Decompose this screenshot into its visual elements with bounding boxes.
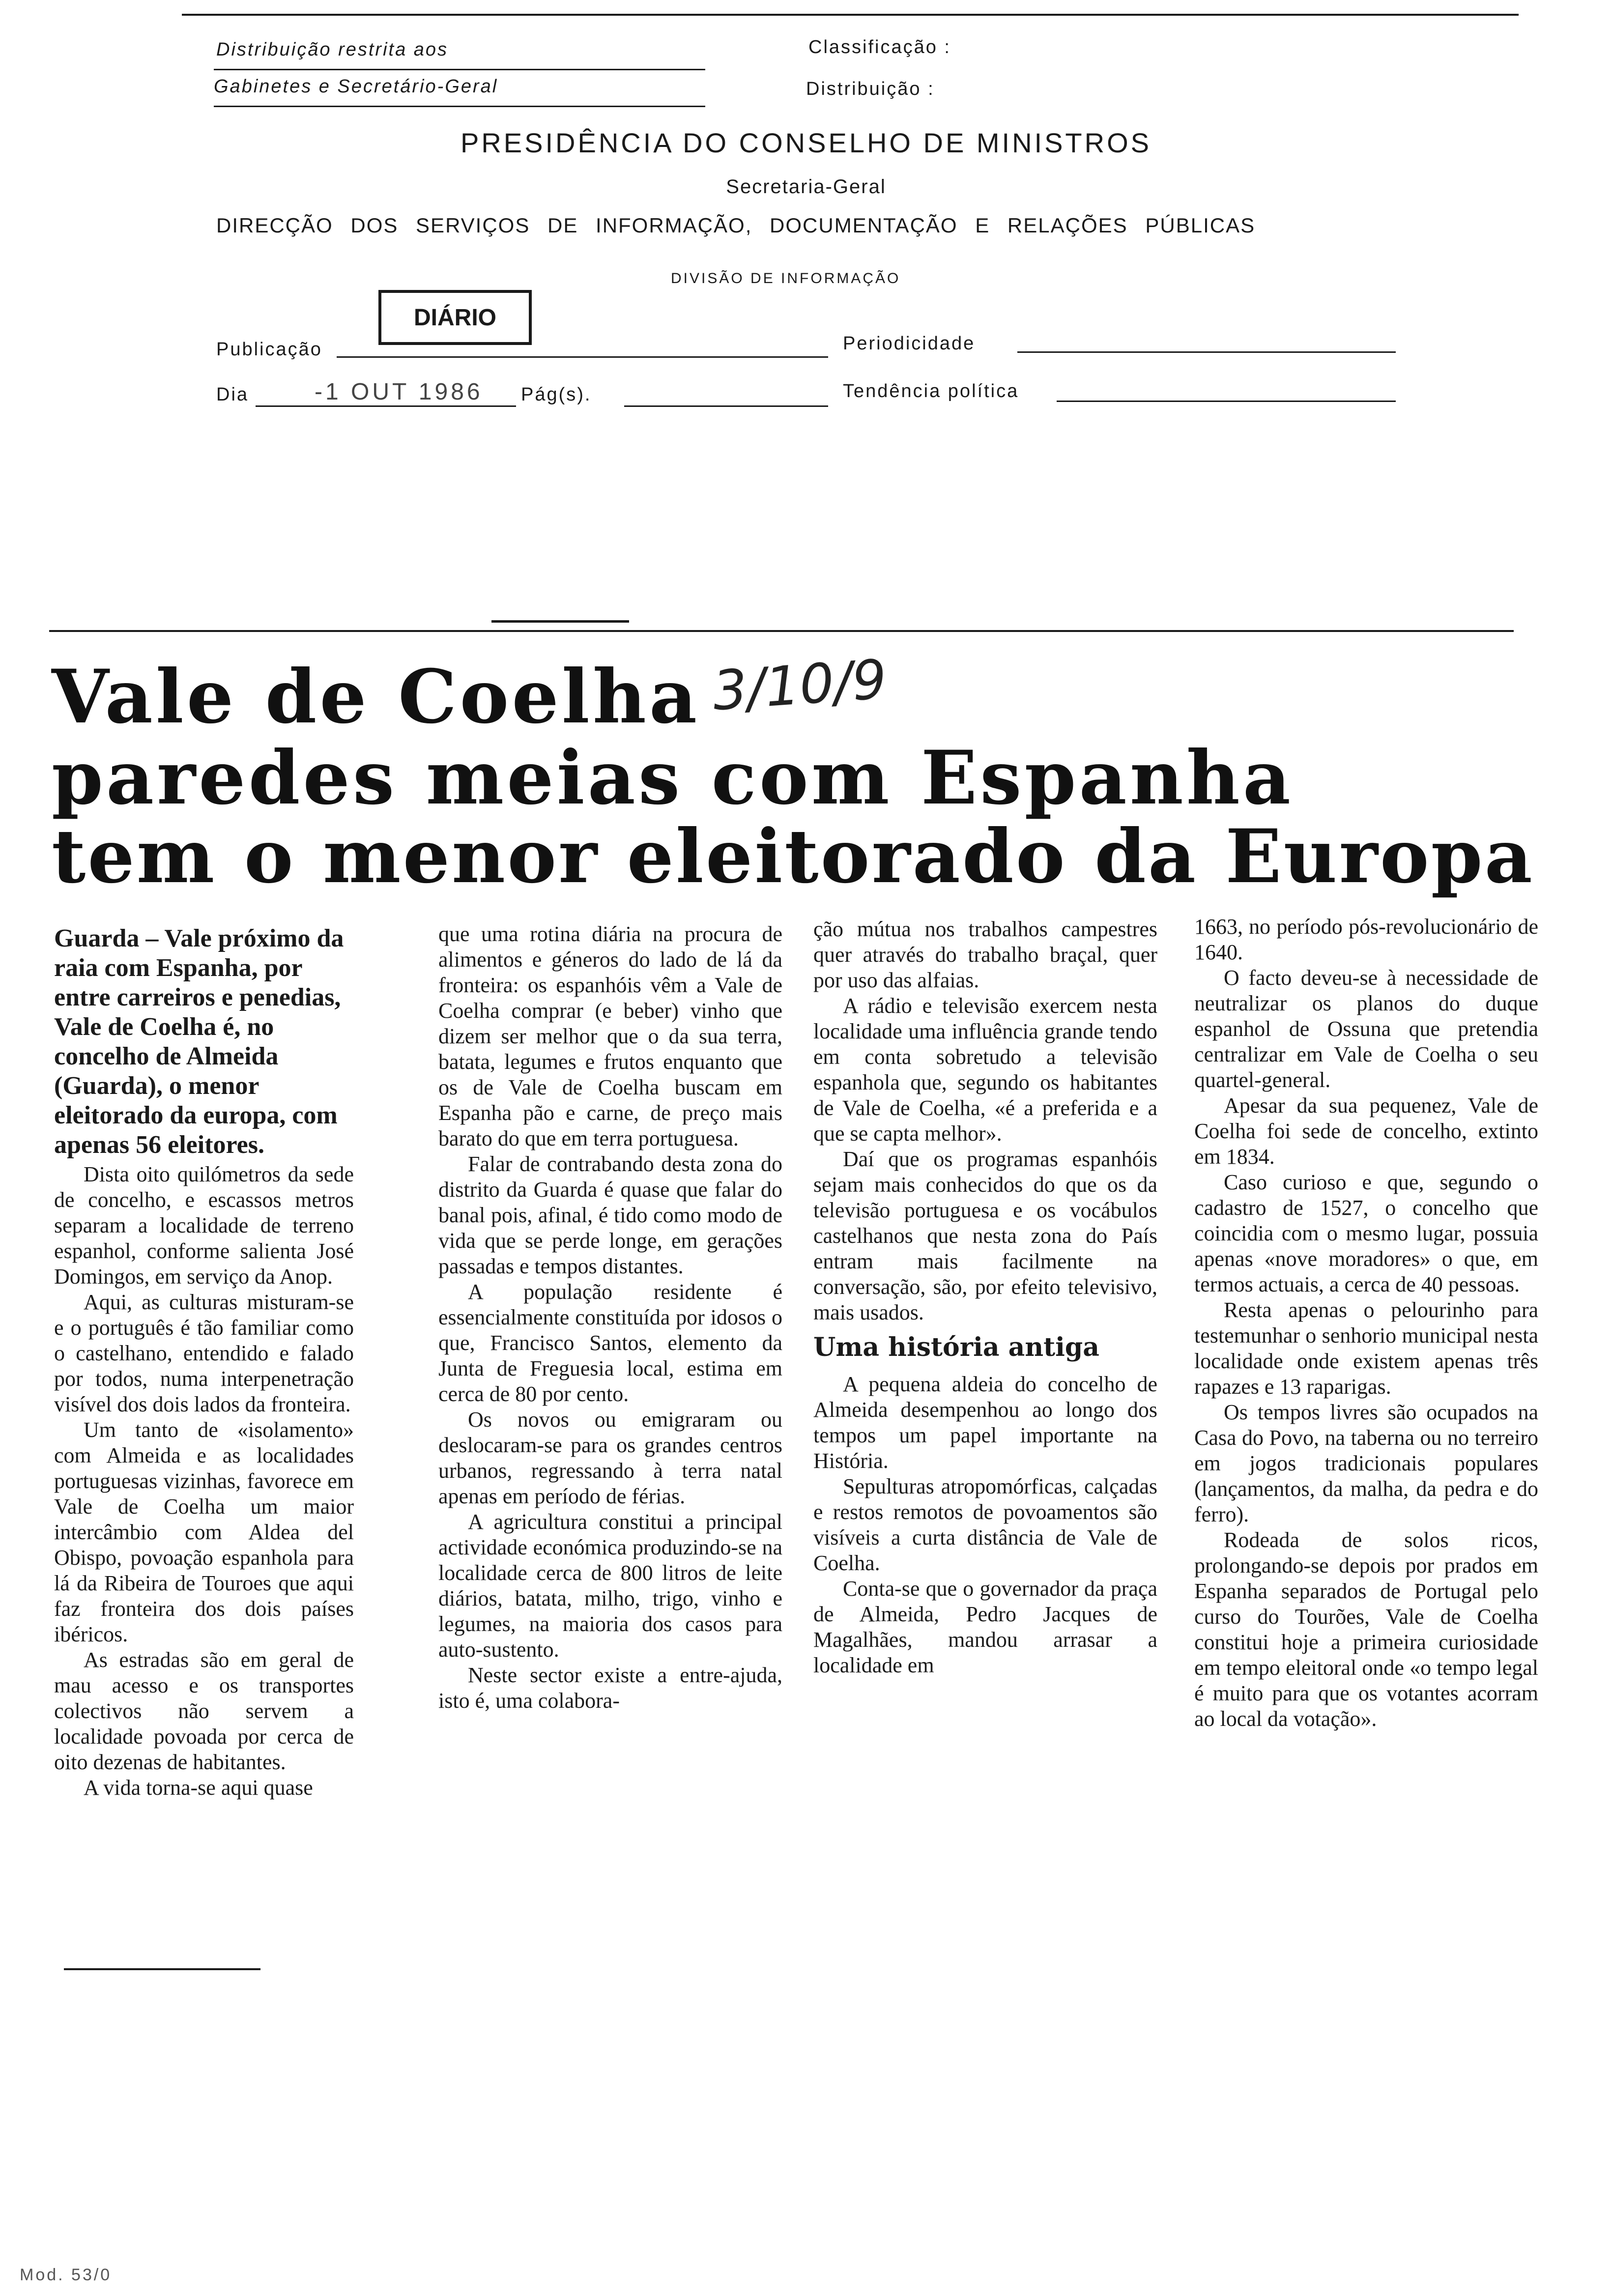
paragraph: Aqui, as culturas misturam-se e o português é tão familiar como o castelhano, entendido e falado por todos, numa interpenetração visível dos dois lados da fronteira.: [54, 1290, 354, 1416]
publication-stamp: DIÁRIO: [378, 290, 532, 345]
headline-line2: paredes meias com Espanha: [52, 735, 1294, 821]
paragraph: O facto deveu-se à necessidade de neutralizar os planos do duque espanhol de Ossuna que pretendia centralizar em Vale de Coelha o seu quartel-general.: [1194, 966, 1538, 1092]
paragraph: Falar de contrabando desta zona do distrito da Guarda é quase que falar do banal pois, afinal, é tido como modo de vida que se perde longe, em gerações passadas e tempos distantes.: [438, 1152, 782, 1278]
pages-label: Pág(s).: [521, 384, 592, 405]
political-line: [1057, 401, 1396, 402]
paragraph: Os novos ou emigraram ou deslocaram-se para os grandes centros urbanos, regressando à terra natal apenas em período de férias.: [438, 1407, 782, 1508]
section-subhead: Uma história antiga: [813, 1332, 1099, 1362]
top-border: [182, 14, 1519, 16]
paragraph: Apesar da sua pequenez, Vale de Coelha foi sede de concelho, extinto em 1834.: [1194, 1093, 1538, 1169]
periodicity-label: Periodicidade: [843, 333, 976, 354]
headline-line1: Vale de Coelha: [52, 654, 700, 740]
rule: [214, 106, 705, 107]
paragraph: Um tanto de «isolamento» com Almeida e as localidades portuguesas vizinhas, favorece em Vale de Coelha um maior intercâmbio com Aldea del Obispo, povoação espanhola para lá da Ribeira de Touroes que aqui faz fronteira dos dois países ibéricos.: [54, 1418, 354, 1646]
periodicity-line: [1017, 351, 1396, 353]
classification-label: Classificação :: [808, 37, 951, 57]
directorate: DIRECÇÃO DOS SERVIÇOS DE INFORMAÇÃO, DOCUMENTAÇÃO E RELAÇÕES PÚBLICAS: [216, 214, 1256, 237]
paragraph: Caso curioso e que, segundo o cadastro de 1527, o concelho que coincidia com o mesmo lugar, possuia apenas «nove moradores» o que, em termos actuais, a cerca de 40 pessoas.: [1194, 1170, 1538, 1296]
secretariat: Secretaria-Geral: [726, 176, 886, 198]
presidency-title: PRESIDÊNCIA DO CONSELHO DE MINISTROS: [461, 127, 1151, 158]
paragraph: Conta-se que o governador da praça de Almeida, Pedro Jacques de Magalhães, mandou arrasar a localidade em: [813, 1577, 1157, 1677]
paragraph: que uma rotina diária na procura de alimentos e géneros do lado de lá da fronteira: os espanhóis vêm a Vale de Coelha comprar (e beber) vinho que dizem ser melhor que o da sua terra, batata, legumes e frutos enquanto que os de Vale de Coelha buscam em Espanha pão e carne, de preço mais barato do que em terra portuguesa.: [438, 922, 782, 1150]
paragraph: Sepulturas atropomórficas, calçadas e restos remotos de povoamentos são visíveis a curta distância de Vale de Coelha.: [813, 1474, 1157, 1575]
distribution-restricted-line2: Gabinetes e Secretário-Geral: [214, 76, 498, 97]
day-stamp: -1 OUT 1986: [315, 379, 483, 405]
article-lead: Guarda – Vale próximo da raia com Espanha, por entre carreiros e penedias, Vale de Coelha é, no concelho de Almeida (Guarda), o menor eleitorado da europa, com apenas 56 eleitores.: [54, 924, 344, 1159]
publication-label: Publicação: [216, 339, 322, 360]
paragraph: Dista oito quilómetros da sede de concelho, e escassos metros separam a localidade de terreno espanhol, conforme salienta José Domingos, em serviço da Anop.: [54, 1162, 354, 1289]
column-4: [1194, 914, 1538, 1732]
division: DIVISÃO DE INFORMAÇÃO: [671, 270, 901, 287]
distribution-label: Distribuição :: [806, 79, 935, 99]
column-end-rule: [64, 1968, 260, 1970]
column-3: [813, 917, 1157, 1678]
paragraph: Daí que os programas espanhóis sejam mais conhecidos do que os da televisão portuguesa e os vocábulos castelhanos que nesta zona do País entram mais facilmente na conversação, são, por efeito televisivo, mais usados.: [813, 1147, 1157, 1324]
paragraph: A vida torna-se aqui quase: [84, 1776, 313, 1800]
paragraph: Neste sector existe a entre-ajuda, isto é, uma colabora-: [438, 1663, 782, 1713]
paragraph: A agricultura constitui a principal actividade económica produzindo-se na localidade cerca de 800 litros de leite diários, batata, milho, trigo, vinho e legumes, na maioria dos casos para auto-sustento.: [438, 1510, 782, 1662]
paragraph: A rádio e televisão exercem nesta localidade uma influência grande tendo em conta sobretudo a televisão espanhola que, segundo os habitantes de Vale de Coelha, «é a preferida e a que se capta melhor».: [813, 994, 1157, 1146]
political-label: Tendência política: [843, 381, 1019, 402]
article-top-border: [49, 630, 1514, 632]
paragraph: Os tempos livres são ocupados na Casa do Povo, na taberna ou no terreiro em jogos tradicionais populares (lançamentos, da malha, da pedra e do ferro).: [1194, 1400, 1538, 1526]
rule: [214, 69, 705, 70]
distribution-restricted-line1: Distribuição restrita aos: [216, 39, 449, 60]
day-line: [256, 405, 516, 407]
paragraph: Rodeada de solos ricos, prolongando-se depois por prados em Espanha separados de Portugal pelo curso do Tourões, Vale de Coelha constitui hoje a primeira curiosidade em tempo eleitoral onde «o tempo legal é muito para que os votantes acorram ao local da votação».: [1194, 1528, 1538, 1731]
column-1: [54, 924, 354, 1801]
headline-line3: tem o menor eleitorado da Europa: [52, 813, 1534, 900]
article-top-rule: [491, 620, 629, 623]
day-label: Dia: [216, 384, 249, 405]
paragraph: A pequena aldeia do concelho de Almeida desempenhou ao longo dos tempos um papel importante na História.: [813, 1372, 1157, 1473]
column-2: [438, 921, 782, 1714]
paragraph: A população residente é essencialmente constituída por idosos o que, Francisco Santos, elemento da Junta de Freguesia local, estima em cerca de 80 por cento.: [438, 1280, 782, 1406]
pages-line: [624, 405, 828, 407]
paragraph: 1663, no período pós-revolucionário de 1640.: [1194, 915, 1538, 964]
publication-line: [337, 356, 828, 358]
paragraph: As estradas são em geral de mau acesso e os transportes colectivos não servem a localidade povoada por cerca de oito dezenas de habitantes.: [54, 1648, 354, 1774]
handwritten-date: 3/10/9: [710, 647, 889, 723]
paragraph: ção mútua nos trabalhos campestres quer através do trabalho braçal, quer por uso das alfaias.: [813, 917, 1157, 992]
paragraph: Resta apenas o pelourinho para testemunhar o senhorio municipal nesta localidade onde existem apenas três rapazes e 13 raparigas.: [1194, 1298, 1538, 1399]
form-code: Mod. 53/0: [20, 2266, 112, 2284]
